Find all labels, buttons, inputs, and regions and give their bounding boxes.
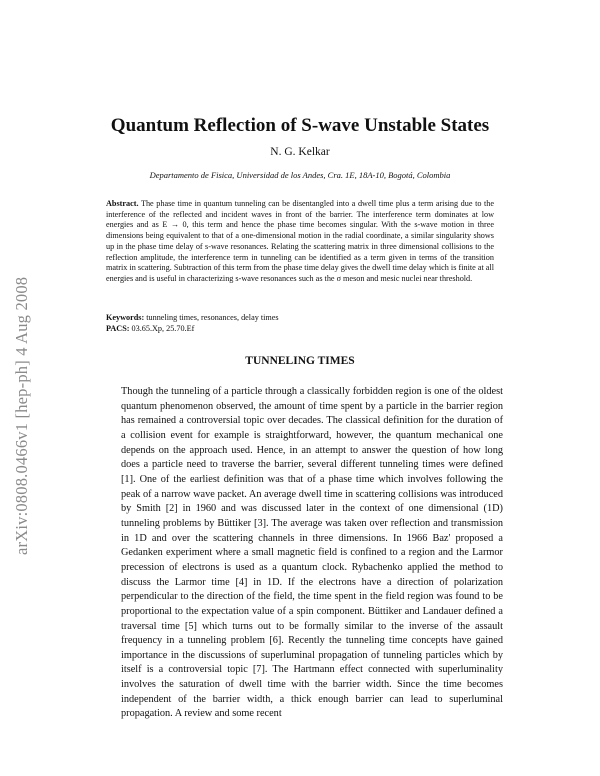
arxiv-identifier: arXiv:0808.0466v1 [hep-ph] 4 Aug 2008 <box>12 276 31 555</box>
pacs-label: PACS: <box>106 323 130 333</box>
paper-title: Quantum Reflection of S-wave Unstable States <box>110 115 490 136</box>
keywords-line <box>106 313 494 324</box>
author-affiliation: Departamento de Fisica, Universidad de los Andes, Cra. 1E, 18A-10, Bogotá, Colombia <box>149 170 451 180</box>
keywords-label: Keywords: <box>106 313 145 322</box>
keywords-block <box>106 313 494 334</box>
abstract <box>106 199 494 285</box>
section-heading: TUNNELING TIMES <box>245 355 355 367</box>
body-paragraph: Though the tunneling of a particle through a classically forbidden region is one of the oldest quantum phenomenon observed, the amount of time spent by a particle in the barrier region has remained a controversial topic over decades. The classical definition for the duration of a collision event for example is straightforward, however, the quantum mechanical one depends on the approach used. Hence, in an attempt to answer the question of how long does a particle need to traverse the barrier, several different tunneling times were defined [1]. One of the earliest definition was that of a phase time which involves following the peak of a narrow wave packet. An average dwell time in scattering collisions was introduced by Smith [2] in 1960 and was discussed later in the context of one dimensional (1D) tunneling problems by Büttiker [3]. The average was taken over reflection and transmission in 1D and over the scattering channels in three dimensions. In 1966 Baz' proposed a Gedanken experiment where a small magnetic field is confined to a region and the Larmor precession of electrons is used as a quantum clock. Rybachenko applied the method to discuss the Larmor time [4] in 1D. If the electrons have a direction of polarization perpendicular to the direction of the field, the time spent in the field region was found to be proportional to the expectation value of a spin component. Büttiker and Landauer defined a traversal time [5] which turns out to be formally similar to the inverse of the assault frequency in a tunneling problem [6]. Recently the tunneling time concepts have gained importance in the discussions of superluminal propagation of tunneling particles which by itself is a controversial topic [7]. The Hartmann effect connected with superluminality involves the saturation of dwell time with the barrier width. Since the time becomes independent of the barrier width, a thick enough barrier can lead to superluminal propagation. A review and some recent <box>121 386 503 720</box>
pacs-value: 03.65.Xp, 25.70.Ef <box>131 323 195 333</box>
abstract-label: Abstract. <box>106 199 139 208</box>
abstract-text: The phase time in quantum tunneling can be disentangled into a dwell time plus a term arising due to the interference of the reflected and incident waves in front of the barrier. The interference term dominates at low energies and as E → 0, this term and hence the phase time becomes singular. With the s-wave motion in three dimensions being equivalent to that of a one-dimensional motion in the radial coordinate, a similar singularity shows up in the phase time delay of s-wave resonances. Relating the scattering matrix in three dimensional collisions to the reflection amplitude, the interference term in tunneling can be identified as a term given in terms of the transition matrix in scattering. Subtraction of this term from the phase time delay gives the dwell time delay which is finite at all energies and is useful in characterizing s-wave resonances such as the σ meson and mesic nuclei near threshold. <box>106 199 495 283</box>
author-name: N. G. Kelkar <box>270 146 330 158</box>
pacs-line <box>106 324 494 335</box>
keywords-value: tunneling times, resonances, delay times <box>146 313 279 322</box>
